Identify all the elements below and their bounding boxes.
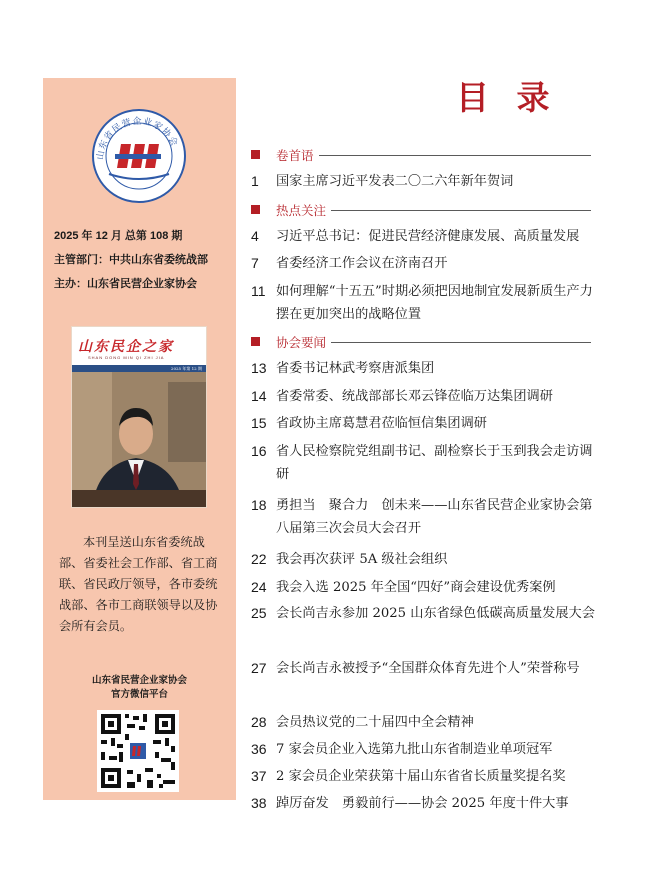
section-marker-icon — [251, 337, 260, 346]
toc-entry-title: 省委经济工作会议在济南召开 — [276, 256, 448, 271]
wechat-caption — [43, 674, 236, 702]
toc-entry-title: 会员热议党的二十届四中全会精神 — [276, 715, 474, 730]
toc-page-number: 1 — [251, 173, 259, 189]
sidebar-panel — [43, 78, 236, 800]
cover-band — [72, 365, 206, 372]
toc-page-number: 14 — [251, 388, 267, 404]
section-label: 热点关注 — [276, 203, 327, 218]
toc-page-number: 28 — [251, 714, 267, 730]
toc-entry-title: 省人民检察院党组副书记、副检察长于玉到我会走访调研 — [276, 444, 593, 482]
toc-entry-title: 7 家会员企业入选第九批山东省制造业单项冠军 — [276, 742, 553, 757]
toc-page-number: 22 — [251, 551, 267, 567]
wechat-line-2: 官方微信平台 — [110, 689, 168, 700]
cover-band-text: 2025 年第 12 期 — [170, 366, 202, 371]
toc-entry-title: 我会再次获评 5A 级社会组织 — [276, 552, 448, 567]
cover-pinyin: SHAN DONG MIN QI ZHI JIA — [88, 355, 165, 360]
supervisor-line: 主管部门：中共山东省委统战部 — [54, 254, 208, 266]
toc-page-number: 18 — [251, 497, 267, 513]
cover-header — [72, 327, 206, 365]
section-header-association-news — [251, 334, 591, 350]
toc-page-number: 38 — [251, 795, 267, 811]
cover-portrait-photo — [72, 372, 206, 507]
toc-entry-title: 省政协主席葛慧君莅临恒信集团调研 — [276, 416, 487, 431]
toc-entry-title: 习近平总书记：促进民营经济健康发展、高质量发展 — [276, 229, 580, 244]
toc-entry-title: 会长尚吉永被授予“全国群众体育先进个人”荣誉称号 — [276, 661, 580, 676]
cover-title: 山东民企之家 — [78, 339, 174, 355]
association-logo — [91, 108, 187, 204]
toc-entry-title: 国家主席习近平发表二〇二六年新年贺词 — [276, 174, 514, 189]
toc-entry-title: 我会入选 2025 年全国“四好”商会建设优秀案例 — [276, 580, 556, 595]
toc-page-number: 27 — [251, 660, 267, 676]
toc-entry-title: 省委常委、统战部部长邓云锋莅临万达集团调研 — [276, 389, 553, 404]
toc-entry-title: 省委书记林武考察唐派集团 — [276, 361, 435, 376]
toc-page-number: 37 — [251, 768, 267, 784]
wechat-qr-code[interactable] — [97, 710, 179, 792]
toc-page-number: 11 — [251, 283, 266, 299]
toc-entry-title: 2 家会员企业荣获第十届山东省省长质量奖提名奖 — [276, 769, 566, 784]
section-divider — [331, 210, 591, 211]
toc-entry-title: 勇担当 聚合力 创未来——山东省民营企业家协会第八届第三次会员大会召开 — [276, 498, 593, 536]
issue-info — [54, 224, 234, 296]
toc-entry-title: 会长尚吉永参加 2025 山东省绿色低碳高质量发展大会 — [276, 606, 595, 621]
section-divider — [331, 342, 591, 343]
section-header-hot-topics — [251, 202, 591, 218]
section-marker-icon — [251, 150, 260, 159]
toc-page-number: 7 — [251, 255, 259, 271]
wechat-line-1: 山东省民营企业家协会 — [91, 675, 187, 686]
toc-page-number: 24 — [251, 579, 267, 595]
distribution-note: 本刊呈送山东省委统战部、省委社会工作部、省工商联、省民政厅领导，各市委统战部、各市工商联领导以及协会所有会员。 — [59, 535, 218, 633]
toc-page-number: 4 — [251, 228, 259, 244]
sponsor-line: 主办：山东省民营企业家协会 — [54, 278, 197, 290]
toc-page-number: 36 — [251, 741, 267, 757]
section-label: 卷首语 — [276, 148, 314, 163]
section-divider — [319, 155, 591, 156]
toc-page-number: 13 — [251, 360, 267, 376]
issue-date-line: 2025 年 12 月 总第 108 期 — [54, 230, 183, 242]
toc-entry-title: 踔厉奋发 勇毅前行——协会 2025 年度十件大事 — [276, 796, 569, 811]
section-marker-icon — [251, 205, 260, 214]
toc-page-number: 15 — [251, 415, 267, 431]
magazine-cover-thumbnail — [71, 326, 207, 508]
section-label: 协会要闻 — [276, 335, 327, 350]
toc-entry-title: 如何理解“十五五”时期必须把因地制宜发展新质生产力摆在更加突出的战略位置 — [276, 284, 593, 322]
toc-page-number: 16 — [251, 443, 267, 459]
page-title: 目 录 — [456, 78, 558, 117]
svg-text:山东省民营企业家协会: 山东省民营企业家协会 — [95, 116, 180, 161]
toc-page-number: 25 — [251, 605, 267, 621]
section-header-foreword — [251, 147, 591, 163]
